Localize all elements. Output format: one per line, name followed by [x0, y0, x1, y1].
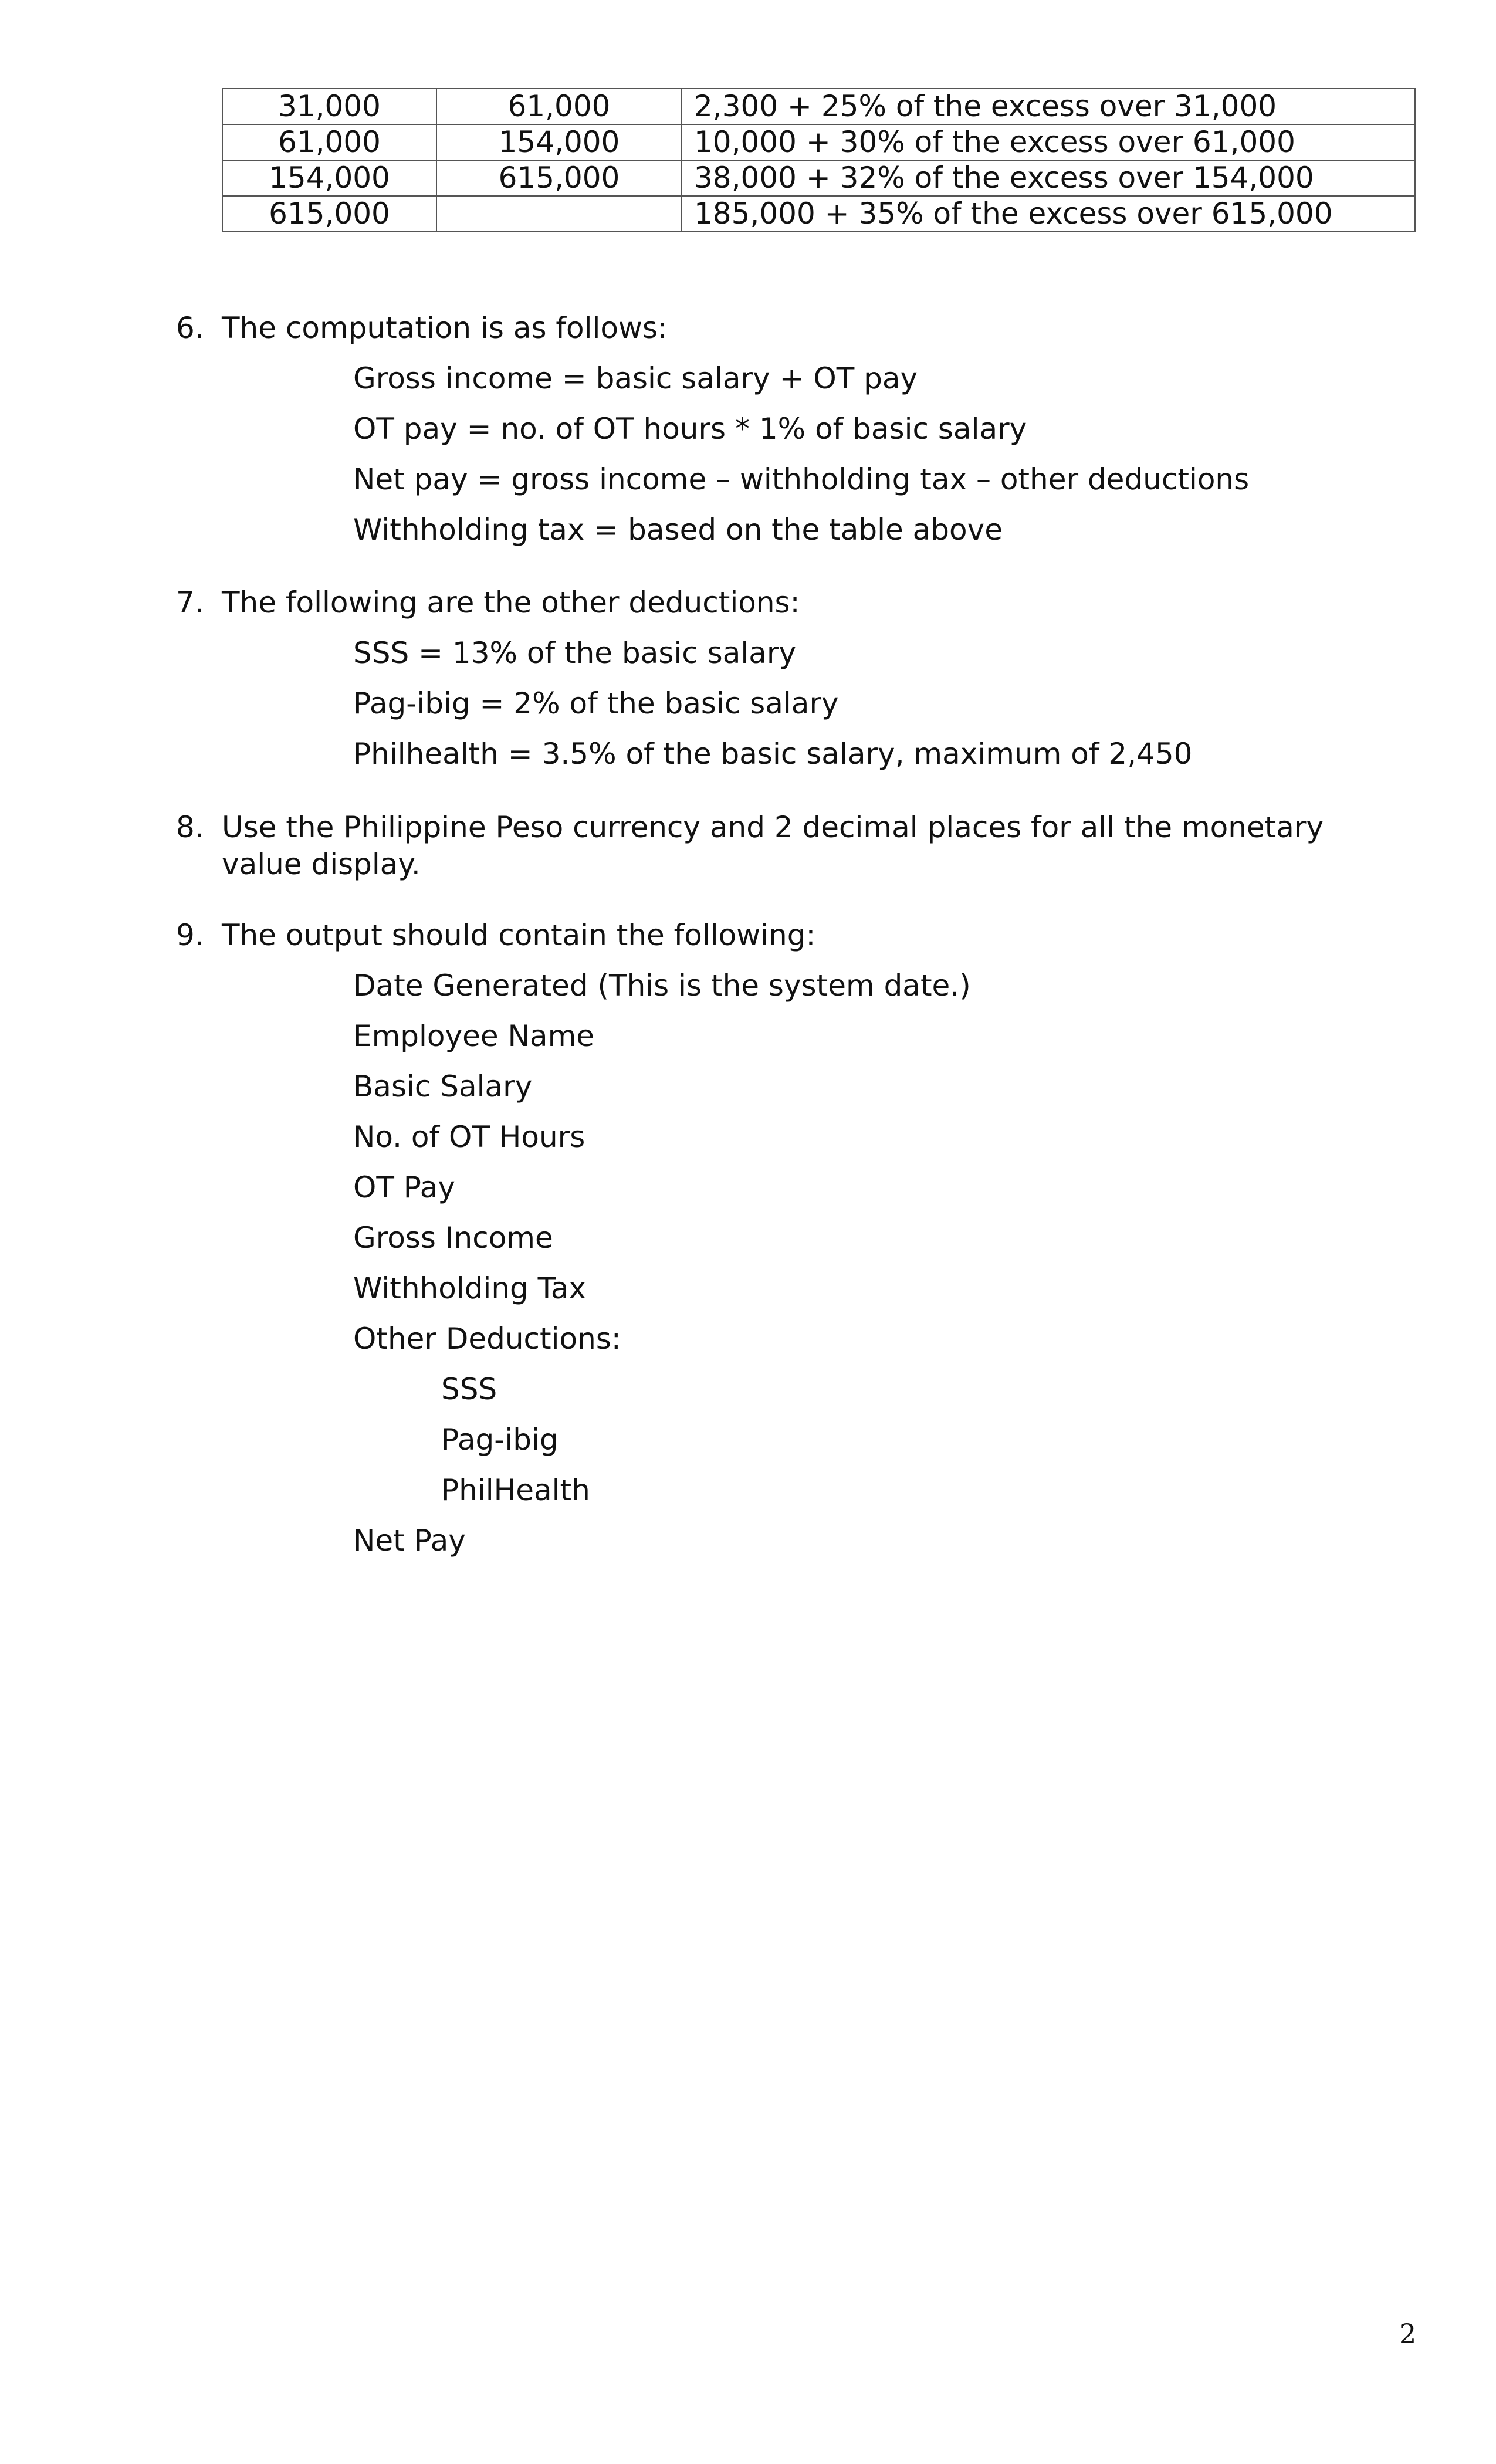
- item-text: The output should contain the following:: [222, 918, 816, 952]
- tax-rule-cell: 185,000 + 35% of the excess over 615,000: [682, 196, 1415, 232]
- tax-table: [222, 88, 1416, 232]
- output-subfield-line: PhilHealth: [441, 1473, 590, 1507]
- output-field-line: OT Pay: [353, 1170, 455, 1204]
- table-row: [222, 124, 1415, 160]
- list-item-8: [176, 809, 1396, 883]
- table-row: [222, 196, 1415, 232]
- output-field-line: Employee Name: [353, 1019, 595, 1053]
- formula-line: OT pay = no. of OT hours * 1% of basic salary: [353, 412, 1027, 446]
- item-number: 7.: [176, 585, 204, 620]
- tax-rule-cell: 10,000 + 30% of the excess over 61,000: [682, 124, 1415, 160]
- list-item-9: [176, 917, 1396, 954]
- item-number: 8.: [176, 810, 204, 844]
- range-from-cell: 615,000: [222, 196, 436, 232]
- output-field-line: Net Pay: [353, 1524, 466, 1558]
- range-to-cell: 615,000: [436, 160, 682, 196]
- item-number: 6.: [176, 311, 204, 345]
- formula-line: Net pay = gross income – withholding tax – other deductions: [353, 462, 1250, 496]
- output-field-line: Basic Salary: [353, 1069, 533, 1104]
- list-item-6: [176, 310, 1396, 347]
- output-subfield-line: Pag-ibig: [441, 1423, 559, 1457]
- range-from-cell: 31,000: [222, 89, 436, 124]
- table-row: [222, 89, 1415, 124]
- output-field-line: Other Deductions:: [353, 1322, 621, 1356]
- range-to-cell: [436, 196, 682, 232]
- deduction-line: Philhealth = 3.5% of the basic salary, maximum of 2,450: [353, 737, 1193, 771]
- tax-rule-cell: 38,000 + 32% of the excess over 154,000: [682, 160, 1415, 196]
- output-field-line: No. of OT Hours: [353, 1120, 585, 1154]
- deduction-line: SSS = 13% of the basic salary: [353, 636, 797, 670]
- item-text: The computation is as follows:: [222, 311, 668, 345]
- output-field-line: Date Generated (This is the system date.): [353, 969, 971, 1003]
- list-item-7: [176, 584, 1396, 621]
- output-subfield-line: SSS: [441, 1372, 497, 1406]
- page-number: 2: [1399, 2318, 1417, 2350]
- range-from-cell: 61,000: [222, 124, 436, 160]
- item-text: Use the Philippine Peso currency and 2 decimal places for all the monetary value display.: [222, 810, 1324, 881]
- formula-line: Withholding tax = based on the table above: [353, 513, 1003, 547]
- output-field-line: Withholding Tax: [353, 1271, 587, 1305]
- table-row: [222, 160, 1415, 196]
- deduction-line: Pag-ibig = 2% of the basic salary: [353, 686, 839, 720]
- item-number: 9.: [176, 918, 204, 952]
- output-field-line: Gross Income: [353, 1221, 553, 1255]
- range-from-cell: 154,000: [222, 160, 436, 196]
- item-text: The following are the other deductions:: [222, 585, 800, 620]
- tax-rule-cell: 2,300 + 25% of the excess over 31,000: [682, 89, 1415, 124]
- formula-line: Gross income = basic salary + OT pay: [353, 361, 918, 395]
- range-to-cell: 61,000: [436, 89, 682, 124]
- range-to-cell: 154,000: [436, 124, 682, 160]
